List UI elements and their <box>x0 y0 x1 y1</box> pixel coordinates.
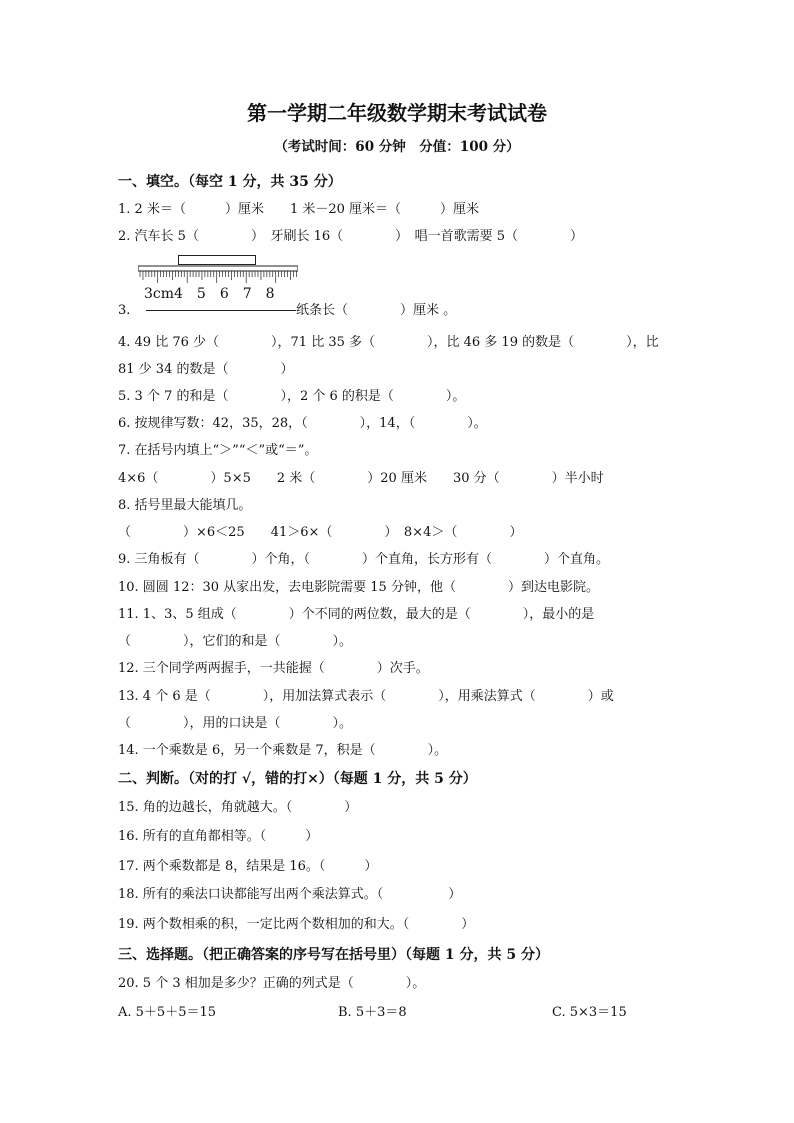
question-8-items: （ ）×6＜25 41＞6×（ ） 8×4＞（ ） <box>118 525 523 540</box>
choice-a: A. 5＋5＋5＝15 <box>118 1005 217 1020</box>
question-3: 纸条长（ ）厘米 。 <box>296 303 457 318</box>
question-3-label: 3. <box>118 303 131 318</box>
question-13-line-1: 13. 4 个 6 是（ ），用加法算式表示（ ），用乘法算式（ ）或 <box>118 689 614 704</box>
question-17: 17. 两个乘数都是 8，结果是 16。（ ） <box>118 859 378 874</box>
question-14: 14. 一个乘数是 6，另一个乘数是 7，积是（ ）。 <box>118 743 448 758</box>
question-19: 19. 两个数相乘的积，一定比两个数相加的和大。（ ） <box>118 917 475 932</box>
question-20: 20. 5 个 3 相加是多少？正确的列式是（ ）。 <box>118 976 426 991</box>
section-3-heading: 三、选择题。（把正确答案的序号写在括号里）（每题 1 分，共 5 分） <box>118 947 549 963</box>
section-1-heading: 一、填空。（每空 1 分，共 35 分） <box>118 174 342 190</box>
question-10: 10. 圆圆 12：30 从家出发，去电影院需要 15 分钟，他（ ）到达电影院。 <box>118 580 599 595</box>
ruler-numbers: 3cm4 5 6 7 8 <box>144 286 275 302</box>
question-9: 9. 三角板有（ ）个角，（ ）个直角，长方形有（ ）个直角。 <box>118 552 610 567</box>
question-7-items: 4×6（ ）5×5 2 米（ ）20 厘米 30 分（ ）半小时 <box>118 471 604 486</box>
section-2-heading: 二、判断。（对的打 √，错的打×）（每题 1 分，共 5 分） <box>118 771 477 787</box>
paper-strip-line <box>146 310 296 311</box>
question-4-line-1: 4. 49 比 76 少（ ），71 比 35 多（ ），比 46 多 19 的数是（ ），比 <box>118 335 659 350</box>
question-4-line-2: 81 少 34 的数是（ ） <box>118 362 294 377</box>
question-18: 18. 所有的乘法口诀都能写出两个乘法算式。（ ） <box>118 887 462 902</box>
question-7: 7. 在括号内填上“＞”“＜”或“＝”。 <box>118 443 318 458</box>
question-8: 8. 括号里最大能填几。 <box>118 498 252 513</box>
ruler-body <box>138 266 298 271</box>
question-13-line-2: （ ），用的口诀是（ ）。 <box>118 716 353 731</box>
question-16: 16. 所有的直角都相等。（ ） <box>118 829 319 844</box>
choice-b: B. 5＋3＝8 <box>338 1005 407 1020</box>
choice-c: C. 5×3＝15 <box>552 1005 627 1020</box>
question-12: 12. 三个同学两两握手，一共能握（ ）次手。 <box>118 661 429 676</box>
question-11-line-2: （ ），它们的和是（ ）。 <box>118 634 353 649</box>
question-11-line-1: 11. 1、3、5 组成（ ）个不同的两位数，最大的是（ ），最小的是 <box>118 607 595 622</box>
ruler-ticks <box>140 271 296 283</box>
page-title: 第一学期二年级数学期末考试试卷 <box>247 101 547 125</box>
question-6: 6. 按规律写数：42，35，28，（ ），14，（ ）。 <box>118 416 487 431</box>
question-1: 1. 2 米＝（ ）厘米 1 米－20 厘米＝（ ）厘米 <box>118 202 480 217</box>
question-2: 2. 汽车长 5（ ） 牙刷长 16（ ） 唱一首歌需要 5（ ） <box>118 229 584 244</box>
question-15: 15. 角的边越长，角就越大。（ ） <box>118 800 358 815</box>
exam-info: （考试时间：60 分钟 分值：100 分） <box>274 139 520 155</box>
question-5: 5. 3 个 7 的和是（ ），2 个 6 的积是（ ）。 <box>118 389 466 404</box>
